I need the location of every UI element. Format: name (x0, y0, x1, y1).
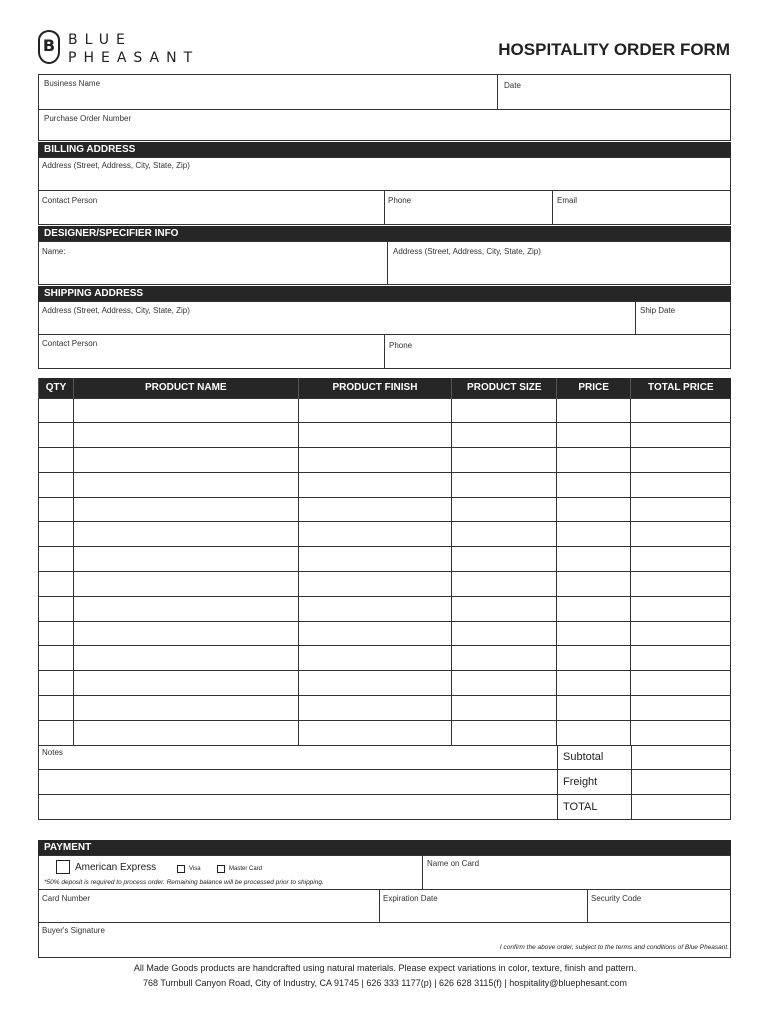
col-product-finish: PRODUCT FINISH (298, 378, 452, 398)
product-name-cell[interactable] (73, 448, 298, 473)
logo-text-pheasant: PHEASANT (68, 50, 200, 66)
product-name-cell[interactable] (73, 696, 298, 721)
logo-mark: B (38, 30, 60, 64)
price-cell[interactable] (557, 596, 631, 621)
table-row (39, 448, 731, 473)
designer-heading: DESIGNER/SPECIFIER INFO (38, 226, 731, 241)
product-name-cell[interactable] (73, 596, 298, 621)
subtotal-label: Subtotal (563, 751, 604, 763)
product-name-cell[interactable] (73, 423, 298, 448)
price-cell[interactable] (557, 572, 631, 597)
product-size-cell[interactable] (452, 621, 557, 646)
col-total-price: TOTAL PRICE (631, 378, 731, 398)
name-on-card-field[interactable]: Name on Card (427, 859, 480, 868)
qty-cell[interactable] (39, 423, 74, 448)
total-price-cell[interactable] (631, 522, 731, 547)
product-size-cell[interactable] (452, 497, 557, 522)
qty-cell[interactable] (39, 696, 74, 721)
product-name-cell[interactable] (73, 497, 298, 522)
designer-box (38, 241, 731, 285)
qty-cell[interactable] (39, 720, 74, 745)
product-name-cell[interactable] (73, 398, 298, 423)
products-table (38, 378, 731, 746)
footer-contact: 768 Turnbull Canyon Road, City of Industry, CA 91745 | 626 333 1177(p) | 626 628 3115(f) | hospitality@bluephesant.com (143, 978, 627, 988)
logo-text-blue: BLUE (68, 32, 132, 48)
col-qty: QTY (39, 378, 74, 398)
price-cell[interactable] (557, 522, 631, 547)
date-field[interactable]: Date (504, 81, 521, 90)
business-name-field[interactable]: Business Name (44, 79, 101, 88)
total-price-cell[interactable] (631, 448, 731, 473)
total-price-cell[interactable] (631, 497, 731, 522)
visa-checkbox[interactable] (177, 865, 185, 873)
price-cell[interactable] (557, 547, 631, 572)
price-cell[interactable] (557, 696, 631, 721)
price-cell[interactable] (557, 720, 631, 745)
col-product-name: PRODUCT NAME (73, 378, 298, 398)
table-row (39, 398, 731, 423)
table-row (39, 646, 731, 671)
product-finish-cell[interactable] (298, 572, 452, 597)
table-row (39, 671, 731, 696)
product-size-cell[interactable] (452, 696, 557, 721)
product-name-cell[interactable] (73, 621, 298, 646)
buyer-signature-field[interactable]: Buyer's Signature (42, 926, 105, 935)
product-finish-cell[interactable] (298, 472, 452, 497)
freight-label: Freight (563, 776, 598, 788)
product-name-cell[interactable] (73, 572, 298, 597)
footer-disclaimer: All Made Goods products are handcrafted using natural materials. Please expect variations in color, texture, finish and pattern. (133, 963, 637, 973)
qty-cell[interactable] (39, 472, 74, 497)
total-price-cell[interactable] (631, 547, 731, 572)
notes-totals-box (38, 745, 731, 820)
product-size-cell[interactable] (452, 448, 557, 473)
qty-cell[interactable] (39, 398, 74, 423)
product-finish-cell[interactable] (298, 448, 452, 473)
table-row (39, 522, 731, 547)
confirm-note: I confirm the above order, subject to the terms and conditions of Blue Pheasant. (499, 944, 729, 951)
qty-cell[interactable] (39, 522, 74, 547)
total-price-cell[interactable] (631, 472, 731, 497)
shipping-contact-field[interactable]: Contact Person (42, 339, 98, 348)
price-cell[interactable] (557, 448, 631, 473)
product-name-cell[interactable] (73, 522, 298, 547)
product-size-cell[interactable] (452, 472, 557, 497)
products-header-row (39, 378, 731, 398)
security-code-field[interactable]: Security Code (591, 894, 642, 903)
total-label: TOTAL (563, 801, 598, 813)
product-finish-cell[interactable] (298, 696, 452, 721)
table-row (39, 720, 731, 745)
price-cell[interactable] (557, 621, 631, 646)
notes-field[interactable]: Notes (42, 748, 63, 757)
amex-label: American Express (75, 862, 157, 873)
product-finish-cell[interactable] (298, 398, 452, 423)
table-row (39, 472, 731, 497)
product-finish-cell[interactable] (298, 497, 452, 522)
qty-cell[interactable] (39, 621, 74, 646)
total-price-cell[interactable] (631, 720, 731, 745)
price-cell[interactable] (557, 646, 631, 671)
billing-email-field[interactable]: Email (557, 196, 578, 205)
product-name-cell[interactable] (73, 671, 298, 696)
product-size-cell[interactable] (452, 522, 557, 547)
form-title: HOSPITALITY ORDER FORM (498, 40, 730, 59)
billing-contact-field[interactable]: Contact Person (42, 196, 98, 205)
product-finish-cell[interactable] (298, 423, 452, 448)
table-row (39, 423, 731, 448)
product-size-cell[interactable] (452, 398, 557, 423)
shipping-address-field[interactable]: Address (Street, Address, City, State, Zip) (42, 306, 190, 315)
product-size-cell[interactable] (452, 671, 557, 696)
shipping-heading: SHIPPING ADDRESS (38, 286, 731, 301)
deposit-note: *50% deposit is required to process order. Remaining balance will be processed prior to shipping. (44, 879, 324, 886)
qty-cell[interactable] (39, 448, 74, 473)
designer-address-field[interactable]: Address (Street, Address, City, State, Zip) (393, 247, 541, 256)
total-price-cell[interactable] (631, 572, 731, 597)
total-price-cell[interactable] (631, 423, 731, 448)
table-row (39, 596, 731, 621)
table-row (39, 572, 731, 597)
total-price-cell[interactable] (631, 646, 731, 671)
col-product-size: PRODUCT SIZE (452, 378, 557, 398)
product-finish-cell[interactable] (298, 646, 452, 671)
col-price: PRICE (557, 378, 631, 398)
amex-checkbox[interactable] (56, 860, 70, 874)
total-price-cell[interactable] (631, 596, 731, 621)
top-fields-box (38, 74, 731, 141)
product-size-cell[interactable] (452, 572, 557, 597)
qty-cell[interactable] (39, 497, 74, 522)
payment-heading: PAYMENT (38, 840, 731, 855)
product-name-cell[interactable] (73, 472, 298, 497)
product-size-cell[interactable] (452, 596, 557, 621)
card-number-field[interactable]: Card Number (42, 894, 91, 903)
table-row (39, 696, 731, 721)
visa-label: Visa (189, 866, 201, 872)
billing-heading: BILLING ADDRESS (38, 142, 731, 157)
designer-name-field[interactable]: Name: (42, 247, 66, 256)
qty-cell[interactable] (39, 646, 74, 671)
po-number-field[interactable]: Purchase Order Number (44, 114, 132, 123)
total-price-cell[interactable] (631, 398, 731, 423)
product-finish-cell[interactable] (298, 720, 452, 745)
qty-cell[interactable] (39, 596, 74, 621)
total-price-cell[interactable] (631, 696, 731, 721)
total-price-cell[interactable] (631, 671, 731, 696)
product-size-cell[interactable] (452, 423, 557, 448)
table-row (39, 497, 731, 522)
qty-cell[interactable] (39, 671, 74, 696)
product-name-cell[interactable] (73, 547, 298, 572)
product-name-cell[interactable] (73, 720, 298, 745)
expiration-date-field[interactable]: Expiration Date (383, 894, 438, 903)
mastercard-checkbox[interactable] (217, 865, 225, 873)
billing-phone-field[interactable]: Phone (388, 196, 412, 205)
table-row (39, 547, 731, 572)
billing-address-field[interactable]: Address (Street, Address, City, State, Zip) (42, 161, 190, 170)
qty-cell[interactable] (39, 572, 74, 597)
product-finish-cell[interactable] (298, 671, 452, 696)
product-finish-cell[interactable] (298, 547, 452, 572)
price-cell[interactable] (557, 423, 631, 448)
product-size-cell[interactable] (452, 720, 557, 745)
table-row (39, 621, 731, 646)
ship-date-field[interactable]: Ship Date (640, 306, 676, 315)
shipping-phone-field[interactable]: Phone (389, 341, 413, 350)
mastercard-label: Master Card (229, 866, 263, 872)
product-finish-cell[interactable] (298, 522, 452, 547)
product-name-cell[interactable] (73, 646, 298, 671)
product-finish-cell[interactable] (298, 621, 452, 646)
total-price-cell[interactable] (631, 621, 731, 646)
product-size-cell[interactable] (452, 547, 557, 572)
qty-cell[interactable] (39, 547, 74, 572)
product-size-cell[interactable] (452, 646, 557, 671)
price-cell[interactable] (557, 398, 631, 423)
price-cell[interactable] (557, 671, 631, 696)
price-cell[interactable] (557, 472, 631, 497)
price-cell[interactable] (557, 497, 631, 522)
product-finish-cell[interactable] (298, 596, 452, 621)
